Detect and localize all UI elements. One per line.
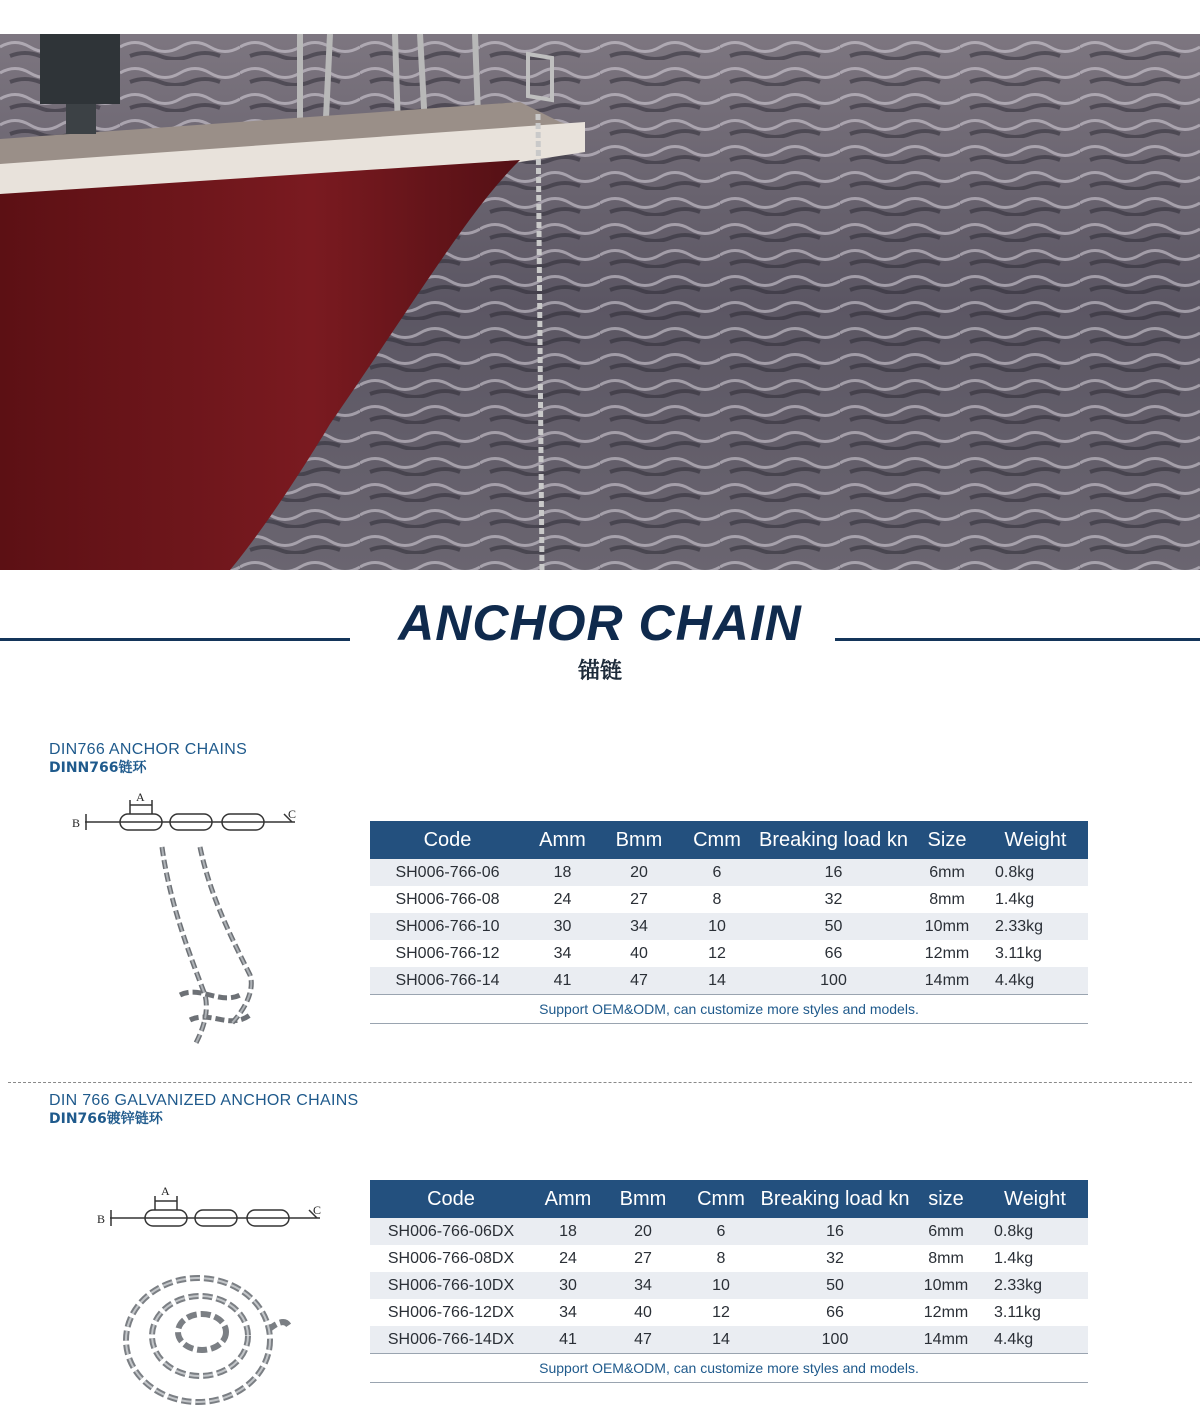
col-header-bmm: Bmm (604, 1180, 682, 1218)
table-note-row (370, 995, 1088, 1024)
cell-code: SH006-766-06 (370, 859, 525, 886)
table-row (370, 967, 1088, 995)
cell-cmm: 6 (682, 1218, 760, 1245)
cell-size: 14mm (910, 1326, 982, 1354)
cell-bmm: 40 (600, 940, 678, 967)
cell-code: SH006-766-14 (370, 967, 525, 995)
col-header-cmm: Cmm (682, 1180, 760, 1218)
cell-size: 8mm (911, 886, 983, 913)
cell-size: 14mm (911, 967, 983, 995)
dim-label-a: A (161, 1184, 170, 1198)
table-row (370, 1272, 1088, 1299)
cell-cmm: 14 (682, 1326, 760, 1354)
hero-photo (0, 34, 1200, 570)
col-header-breaking-load: Breaking load kn (760, 1180, 910, 1218)
cell-breaking-load: 100 (756, 967, 911, 995)
cell-size: 12mm (911, 940, 983, 967)
cell-amm: 18 (532, 1218, 604, 1245)
title-block (0, 590, 1200, 690)
section-heading-en: DIN766 ANCHOR CHAINS (49, 741, 248, 758)
cell-size: 10mm (911, 913, 983, 940)
cell-amm: 41 (525, 967, 600, 995)
table-row (370, 1299, 1088, 1326)
cell-weight: 0.8kg (982, 1218, 1088, 1245)
section-heading-cn: DIN766镀锌链环 (49, 1111, 163, 1127)
section-heading-en: DIN 766 GALVANIZED ANCHOR CHAINS (49, 1092, 359, 1109)
cell-weight: 4.4kg (983, 967, 1088, 995)
cell-code: SH006-766-06DX (370, 1218, 532, 1245)
col-header-cmm: Cmm (678, 821, 756, 859)
chain-dimension-diagram (95, 1180, 325, 1240)
spec-table-din766 (370, 821, 1088, 1024)
cell-code: SH006-766-12 (370, 940, 525, 967)
cell-weight: 3.11kg (983, 940, 1088, 967)
section-heading-din766-galvanized (49, 1091, 359, 1129)
page-title: ANCHOR CHAIN (398, 595, 802, 651)
chain-product-image (150, 845, 280, 1060)
dim-label-c: C (313, 1203, 322, 1217)
col-header-code: Code (370, 821, 525, 859)
cell-size: 12mm (910, 1299, 982, 1326)
col-header-code: Code (370, 1180, 532, 1218)
cell-code: SH006-766-08DX (370, 1245, 532, 1272)
table-note-row (370, 1354, 1088, 1383)
cell-weight: 0.8kg (983, 859, 1088, 886)
cell-code: SH006-766-12DX (370, 1299, 532, 1326)
cell-code: SH006-766-10 (370, 913, 525, 940)
cell-amm: 24 (525, 886, 600, 913)
section-heading-cn: DINN766链环 (49, 760, 147, 776)
chain-product-image (118, 1270, 298, 1415)
oem-note: Support OEM&ODM, can customize more styles and models. (370, 995, 1088, 1024)
cell-breaking-load: 50 (756, 913, 911, 940)
cell-breaking-load: 16 (756, 859, 911, 886)
col-header-size: size (910, 1180, 982, 1218)
table-row (370, 1245, 1088, 1272)
cell-cmm: 8 (678, 886, 756, 913)
col-header-breaking-load: Breaking load kn (756, 821, 911, 859)
dim-label-a: A (136, 790, 145, 804)
cell-weight: 1.4kg (983, 886, 1088, 913)
col-header-weight: Weight (982, 1180, 1088, 1218)
cell-breaking-load: 32 (760, 1245, 910, 1272)
cell-cmm: 12 (682, 1299, 760, 1326)
cell-amm: 30 (525, 913, 600, 940)
cell-size: 8mm (910, 1245, 982, 1272)
oem-note: Support OEM&ODM, can customize more styles and models. (370, 1354, 1088, 1383)
cell-bmm: 47 (604, 1326, 682, 1354)
dim-label-b: B (72, 816, 81, 830)
section-heading-din766 (49, 740, 247, 778)
cell-amm: 41 (532, 1326, 604, 1354)
cell-bmm: 34 (604, 1272, 682, 1299)
dim-label-c: C (288, 807, 297, 821)
page-subtitle-cn: 锚链 (577, 659, 622, 684)
cell-breaking-load: 100 (760, 1326, 910, 1354)
cell-cmm: 8 (682, 1245, 760, 1272)
table-row (370, 886, 1088, 913)
col-header-amm: Amm (532, 1180, 604, 1218)
cell-cmm: 12 (678, 940, 756, 967)
cell-bmm: 27 (604, 1245, 682, 1272)
cell-cmm: 10 (682, 1272, 760, 1299)
cell-breaking-load: 66 (756, 940, 911, 967)
cell-cmm: 10 (678, 913, 756, 940)
cell-amm: 24 (532, 1245, 604, 1272)
cell-code: SH006-766-10DX (370, 1272, 532, 1299)
cell-size: 6mm (911, 859, 983, 886)
table-header-row (370, 821, 1088, 859)
cell-weight: 1.4kg (982, 1245, 1088, 1272)
table-row (370, 940, 1088, 967)
section-divider (8, 1082, 1192, 1083)
cell-amm: 34 (525, 940, 600, 967)
col-header-bmm: Bmm (600, 821, 678, 859)
table-row (370, 1326, 1088, 1354)
cell-breaking-load: 16 (760, 1218, 910, 1245)
cell-bmm: 40 (604, 1299, 682, 1326)
spec-table-din766-galvanized (370, 1180, 1088, 1383)
cell-code: SH006-766-14DX (370, 1326, 532, 1354)
table-row (370, 913, 1088, 940)
cell-bmm: 27 (600, 886, 678, 913)
col-header-weight: Weight (983, 821, 1088, 859)
cell-weight: 2.33kg (983, 913, 1088, 940)
cell-code: SH006-766-08 (370, 886, 525, 913)
cell-bmm: 47 (600, 967, 678, 995)
cell-amm: 18 (525, 859, 600, 886)
cell-weight: 3.11kg (982, 1299, 1088, 1326)
cell-breaking-load: 32 (756, 886, 911, 913)
table-header-row (370, 1180, 1088, 1218)
cell-size: 10mm (910, 1272, 982, 1299)
cell-size: 6mm (910, 1218, 982, 1245)
cell-weight: 2.33kg (982, 1272, 1088, 1299)
table-row (370, 859, 1088, 886)
cell-amm: 34 (532, 1299, 604, 1326)
cell-amm: 30 (532, 1272, 604, 1299)
cell-cmm: 14 (678, 967, 756, 995)
dim-label-b: B (97, 1212, 106, 1226)
cell-breaking-load: 50 (760, 1272, 910, 1299)
col-header-amm: Amm (525, 821, 600, 859)
cell-bmm: 34 (600, 913, 678, 940)
chain-dimension-diagram (70, 788, 300, 848)
cell-weight: 4.4kg (982, 1326, 1088, 1354)
cell-bmm: 20 (604, 1218, 682, 1245)
table-row (370, 1218, 1088, 1245)
cell-bmm: 20 (600, 859, 678, 886)
cell-cmm: 6 (678, 859, 756, 886)
col-header-size: Size (911, 821, 983, 859)
cell-breaking-load: 66 (760, 1299, 910, 1326)
